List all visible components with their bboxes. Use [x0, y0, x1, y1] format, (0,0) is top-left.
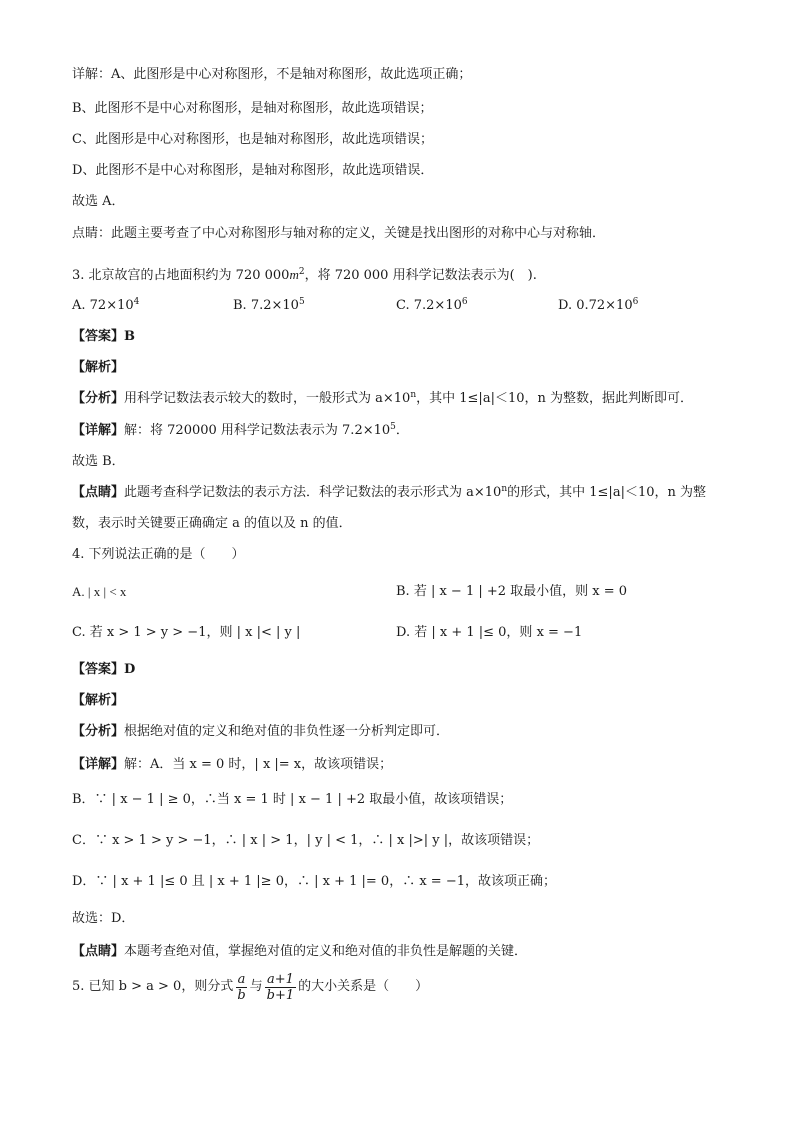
q3-detail-b: ． — [395, 423, 409, 438]
q5-stem-mid: 与 — [249, 979, 263, 994]
q3-detail-exp: 5 — [390, 422, 396, 432]
q5-stem-b: 的大小关系是（ ） — [298, 979, 429, 994]
q4-analyze-text: 根据绝对值的定义和绝对值的非负性逐一分析判定即可． — [124, 724, 450, 739]
q4-answer-value: D — [124, 662, 136, 677]
q4-answer-label: 【答案】 — [72, 662, 125, 677]
q3-option-d-text: D. 0.72×10 — [558, 298, 633, 313]
q3-comment1-b: 的形式，其中 1≤|a|＜10，n 为整 — [507, 485, 706, 500]
q3-comment-line2: 数，表示时关键要正确确定 a 的值以及 n 的值． — [72, 516, 352, 531]
q4-analyze-label: 【分析】 — [72, 724, 125, 739]
q4-comment-text: 本题考查绝对值，掌握绝对值的定义和绝对值的非负性是解题的关键． — [124, 944, 528, 959]
q2-detail-c: C、此图形是中心对称图形，也是轴对称图形，故此选项错误； — [72, 132, 433, 147]
q3-option-c — [396, 297, 468, 315]
q3-analyze-b: ，其中 1≤|a|＜10，n 为整数，据此判断即可． — [416, 391, 693, 406]
q3-analyze-a: 用科学记数法表示较大的数时，一般形式为 a×10 — [124, 391, 411, 406]
q3-detail — [72, 422, 409, 440]
q3-option-a-exp: 4 — [133, 297, 140, 307]
q3-option-b — [233, 297, 305, 315]
q3-choose: 故选 B． — [72, 454, 125, 469]
q3-analyze-exp: n — [410, 390, 417, 400]
q4-analysis-label: 【解析】 — [72, 693, 125, 708]
q2-comment: 点睛：此题主要考查了中心对称图形与轴对称的定义，关键是找出图形的对称中心与对称轴． — [72, 226, 606, 241]
q4-option-d: D. 若 | x + 1 |≤ 0，则 x = −1 — [396, 625, 583, 640]
q4-answer — [72, 661, 135, 679]
q5-frac2-den: b+1 — [266, 987, 295, 1003]
q3-answer — [72, 328, 135, 346]
q3-analyze-label: 【分析】 — [72, 391, 125, 406]
q3-comment-line1 — [72, 484, 706, 502]
q3-detail-a: 解：将 720000 用科学记数法表示为 7.2×10 — [124, 423, 391, 438]
q3-option-d-exp: 6 — [632, 297, 639, 307]
q2-detail-b: B、此图形不是中心对称图形，是轴对称图形，故此选项错误； — [72, 101, 433, 116]
q3-stem-a: 3. 北京故宫的占地面积约为 720 000 — [72, 268, 290, 283]
q5-fraction-a-over-b — [235, 972, 247, 1003]
q4-option-c: C. 若 x > 1 > y > −1，则 | x |< | y | — [72, 625, 301, 640]
q3-option-c-exp: 6 — [461, 297, 468, 307]
q3-detail-label: 【详解】 — [72, 423, 125, 438]
q4-option-b: B. 若 | x − 1 | +2 取最小值，则 x = 0 — [396, 584, 628, 599]
q4-detail-a — [72, 756, 392, 774]
q3-stem — [72, 266, 537, 285]
q4-analyze — [72, 723, 449, 741]
q4-detail-d: D．∵ | x + 1 |≤ 0 且 | x + 1 |≥ 0，∴ | x + 1 |= 0，∴ x = −1，故该项正确； — [72, 874, 556, 889]
q4-detail-c: C．∵ x > 1 > y > −1，∴ | x | > 1，| y | < 1，∴ | x |>| y |，故该项错误； — [72, 833, 540, 848]
q3-option-a-text: A. 72×10 — [72, 298, 134, 313]
q4-option-a: A. | x | < x — [72, 584, 127, 599]
q5-frac1-num: a — [237, 971, 246, 987]
q3-option-a — [72, 297, 139, 315]
q2-detail-a: 详解：A、此图形是中心对称图形，不是轴对称图形，故此选项正确； — [72, 67, 472, 82]
q3-analysis-label: 【解析】 — [72, 360, 125, 375]
q5-frac1-den: b — [237, 987, 246, 1003]
q4-comment-label: 【点睛】 — [72, 944, 125, 959]
q4-choose: 故选：D． — [72, 911, 135, 926]
q4-detail-label: 【详解】 — [72, 757, 125, 772]
q3-option-b-text: B. 7.2×10 — [233, 298, 299, 313]
q4-detail-b: B．∵ | x − 1 | ≥ 0，∴当 x = 1 时 | x − 1 | +2 取最小值，故该项错误； — [72, 792, 513, 807]
q4-stem: 4. 下列说法正确的是（ ） — [72, 547, 245, 562]
q5-frac2-num: a+1 — [266, 971, 294, 987]
q5-stem — [72, 970, 428, 1004]
q4-comment — [72, 943, 527, 961]
q3-stem-unit: m — [289, 267, 299, 282]
q2-choose: 故选 A． — [72, 194, 125, 209]
q2-detail-d: D、此图形不是中心对称图形，是轴对称图形，故此选项错误． — [72, 163, 434, 178]
q5-stem-a: 5. 已知 b > a > 0，则分式 — [72, 979, 234, 994]
q3-answer-value: B — [124, 329, 136, 344]
q3-comment1-exp: n — [501, 484, 508, 494]
q4-detail-a-text: 解：A．当 x = 0 时，| x |= x，故该项错误； — [124, 757, 393, 772]
q3-option-b-exp: 5 — [298, 297, 305, 307]
q3-stem-unit-exp: 2 — [298, 267, 305, 277]
q5-fraction-a1-over-b1 — [265, 972, 297, 1003]
q3-comment1-a: 此题考查科学记数法的表示方法．科学记数法的表示形式为 a×10 — [124, 485, 502, 500]
q3-option-d — [558, 297, 638, 315]
q3-option-c-text: C. 7.2×10 — [396, 298, 462, 313]
q3-comment-label: 【点睛】 — [72, 485, 125, 500]
q3-stem-b: ，将 720 000 用科学记数法表示为( ). — [304, 268, 537, 283]
q3-analyze — [72, 390, 693, 408]
q3-answer-label: 【答案】 — [72, 329, 125, 344]
